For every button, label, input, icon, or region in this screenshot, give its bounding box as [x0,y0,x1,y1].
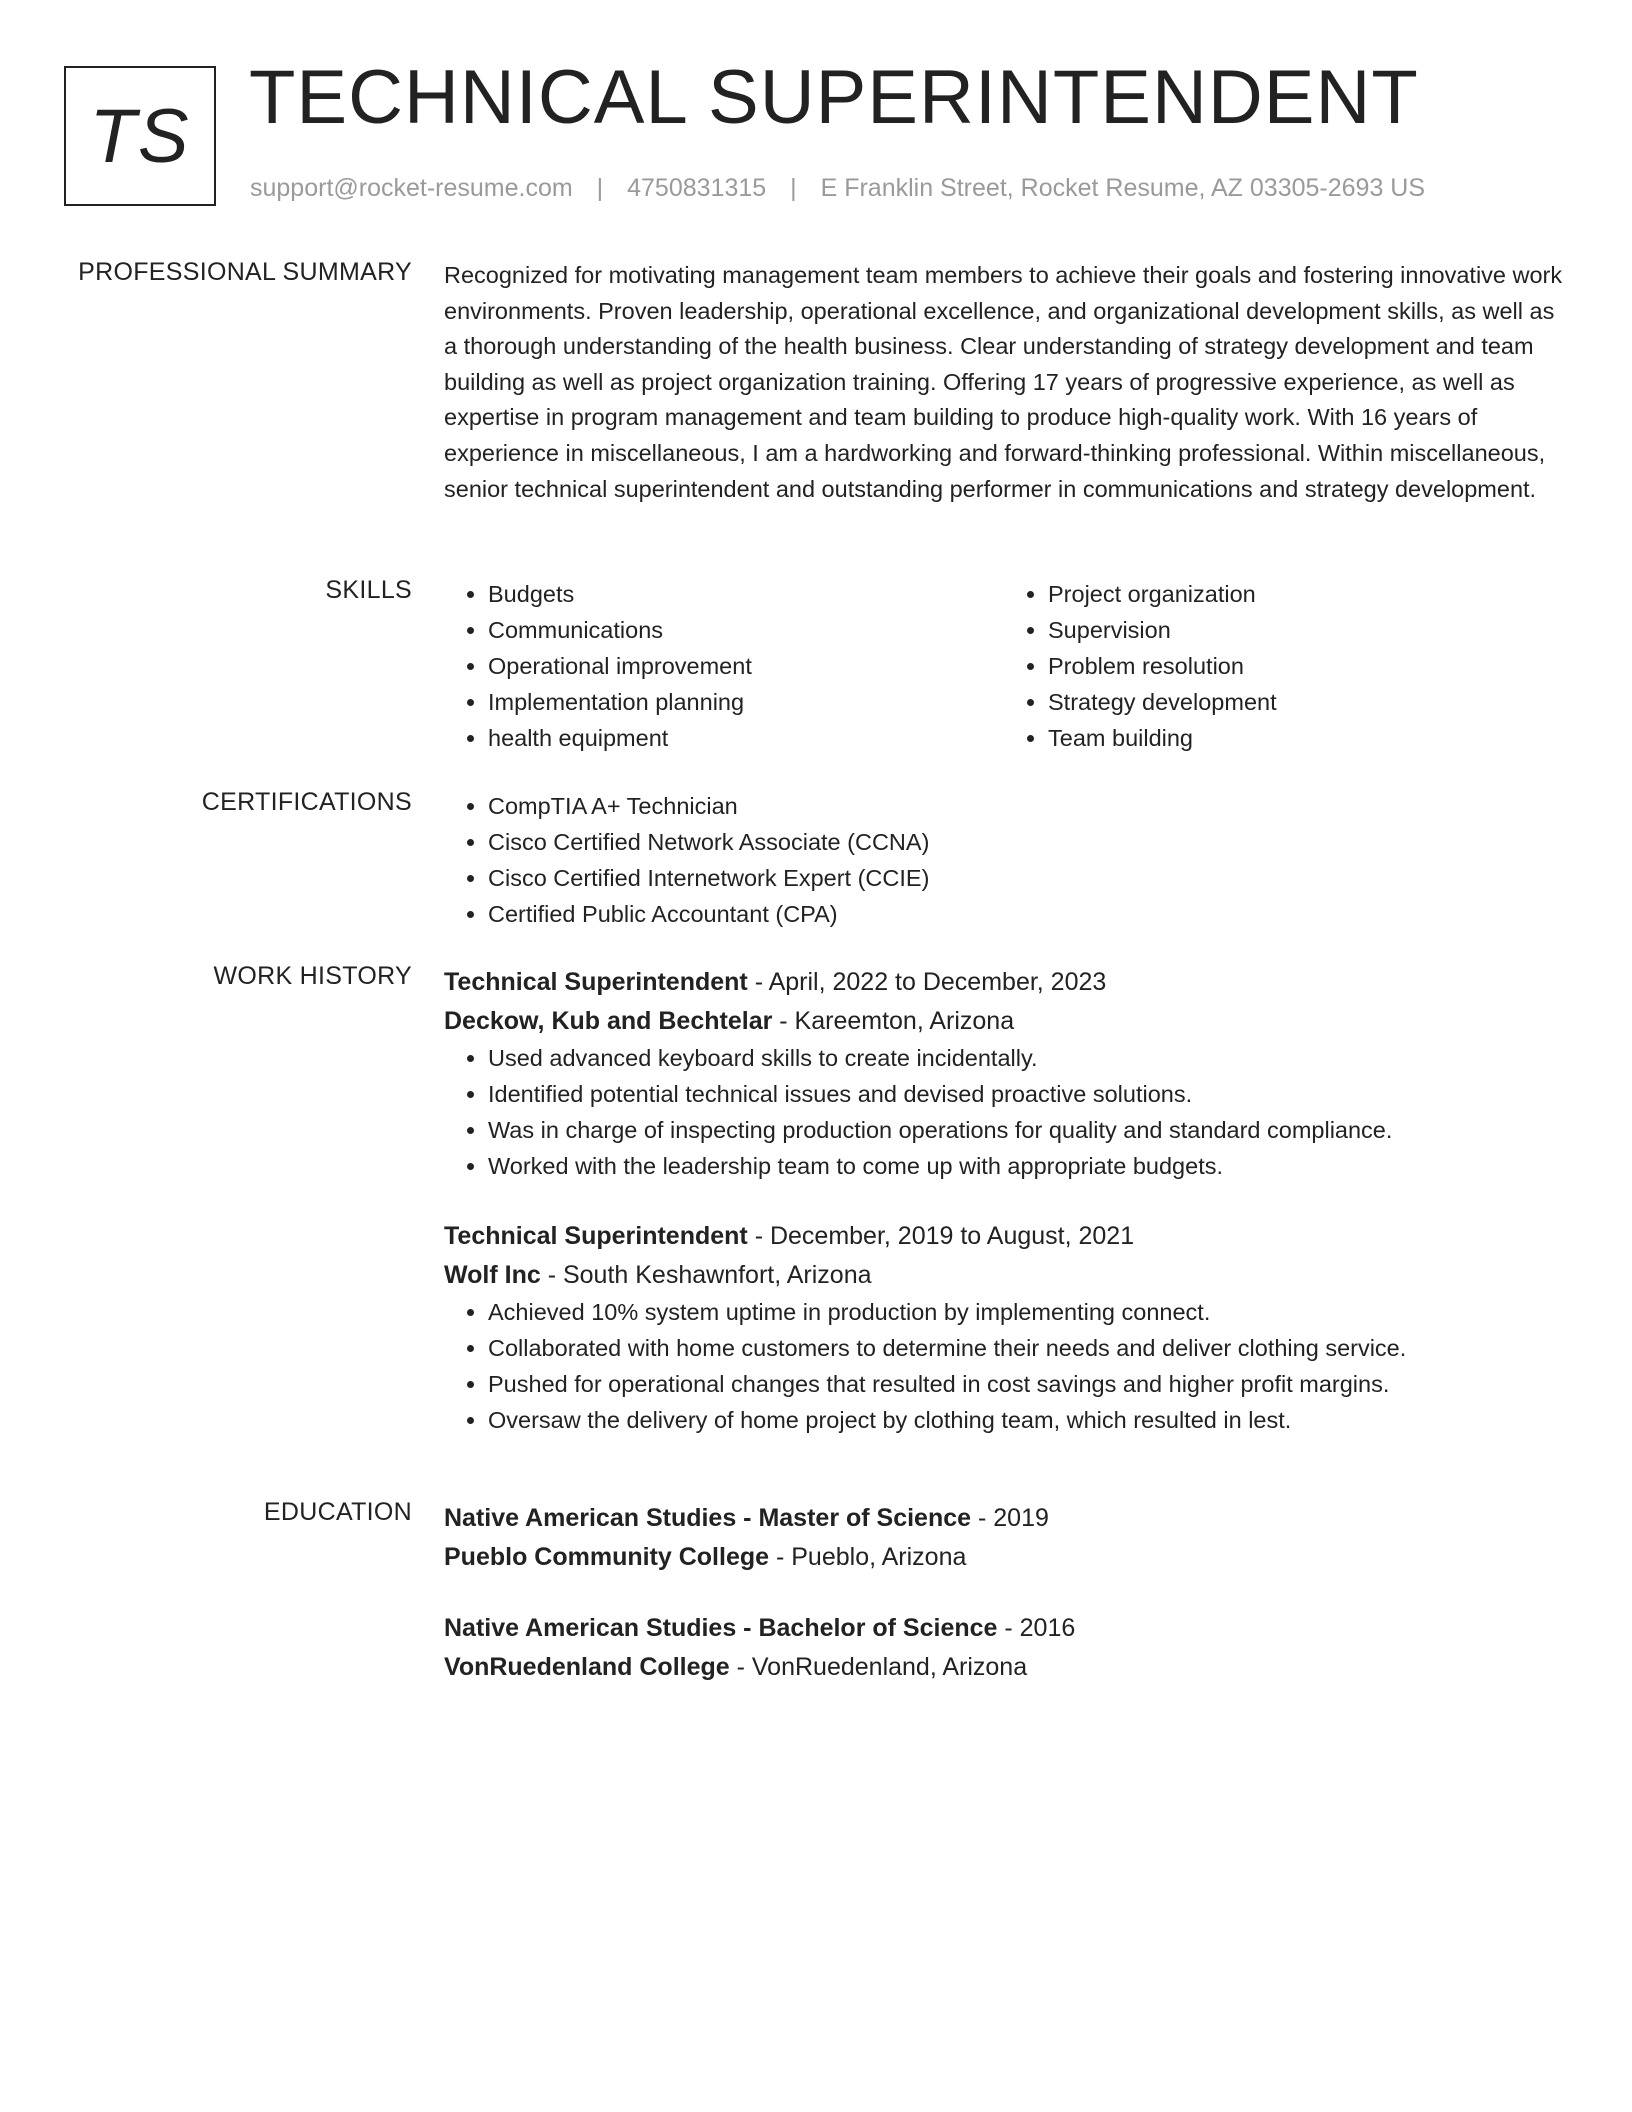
contact-separator: | [596,174,604,202]
summary-text: Recognized for motivating management team members to achieve their goals and fostering innovative work environments. Proven leadership, operational excellence, and organizational development skills, as well as a thorough understanding of the health business. Clear understanding of strategy development and team building as well as project organization training. Offering 17 years of progressive experience, as well as expertise in program management and team building to produce high-quality work. With 16 years of experience in miscellaneous, I am a hardworking and forward-thinking professional. Within miscellaneous, senior technical superintendent and outstanding performer in communications and strategy development. [444,262,1563,502]
certifications-body [444,788,1564,932]
skill-item: • Strategy development [1048,684,1564,720]
skill-item: • Team building [1048,720,1564,756]
job-dates: - December, 2019 to August, 2021 [747,1222,1135,1250]
job-bullet: • Pushed for operational changes that resulted in cost savings and higher profit margins. [488,1366,1564,1402]
monogram-logo: TS [64,66,216,206]
job-entry [444,962,1564,1184]
skill-item: • Project organization [1048,576,1564,612]
skill-item: • health equipment [488,720,1004,756]
education-degree-line [444,1498,1564,1538]
contact-email[interactable]: support@rocket-resume.com [250,174,573,202]
education-school: Pueblo Community College [444,1543,770,1571]
summary-body [444,258,1564,507]
skill-item: • Supervision [1048,612,1564,648]
certification-item: • Cisco Certified Internetwork Expert (CCIE) [488,860,1564,896]
contact-line [250,174,1425,203]
job-bullet: • Worked with the leadership team to come up with appropriate budgets. [488,1148,1564,1184]
education-school-line [444,1648,1564,1686]
job-bullet: • Achieved 10% system uptime in production by implementing connect. [488,1294,1564,1330]
job-company-line [444,1256,1564,1294]
skills-list-right [1004,576,1564,756]
job-entry [444,1216,1564,1438]
education-entry [444,1608,1564,1686]
education-degree: Native American Studies - Bachelor of Science [444,1614,998,1642]
skill-item: • Implementation planning [488,684,1004,720]
skills-grid [444,576,1564,756]
job-title: Technical Superintendent [444,968,748,996]
job-company-line [444,1002,1564,1040]
education-location: - VonRuedenland, Arizona [729,1653,1028,1681]
job-location: - Kareemton, Arizona [772,1007,1015,1035]
skill-item: • Problem resolution [1048,648,1564,684]
skill-item: • Communications [488,612,1004,648]
section-label-work: WORK HISTORY [213,962,412,990]
skills-list-left [444,576,1004,756]
education-degree: Native American Studies - Master of Science [444,1504,972,1532]
education-location: - Pueblo, Arizona [769,1543,967,1571]
section-label-skills: SKILLS [325,576,412,604]
education-body [444,1498,1564,1686]
education-school-line [444,1538,1564,1576]
job-bullets [444,1294,1564,1438]
job-company: Deckow, Kub and Bechtelar [444,1007,773,1035]
section-label-education: EDUCATION [263,1498,412,1526]
certification-item: • Certified Public Accountant (CPA) [488,896,1564,932]
skill-item: • Budgets [488,576,1004,612]
job-bullet: • Collaborated with home customers to determine their needs and deliver clothing service. [488,1330,1564,1366]
job-bullet: • Was in charge of inspecting production operations for quality and standard compliance. [488,1112,1564,1148]
job-bullet: • Used advanced keyboard skills to create incidentally. [488,1040,1564,1076]
contact-phone[interactable]: 4750831315 [627,174,767,202]
page-title: TECHNICAL SUPERINTENDENT [249,55,1419,140]
section-label-certifications: CERTIFICATIONS [201,788,412,816]
job-title: Technical Superintendent [444,1222,748,1250]
job-company: Wolf Inc [444,1261,541,1289]
job-dates: - April, 2022 to December, 2023 [747,968,1107,996]
certifications-list [444,788,1564,932]
education-degree-line [444,1608,1564,1648]
job-bullet: • Oversaw the delivery of home project by clothing team, which resulted in lest. [488,1402,1564,1438]
certification-item: • Cisco Certified Network Associate (CCNA) [488,824,1564,860]
education-year: - 2016 [997,1614,1076,1642]
skill-item: • Operational improvement [488,648,1004,684]
job-title-line [444,962,1564,1002]
certification-item: • CompTIA A+ Technician [488,788,1564,824]
contact-separator: | [790,174,797,202]
job-bullets [444,1040,1564,1184]
education-school: VonRuedenland College [444,1653,730,1681]
job-bullet: • Identified potential technical issues and devised proactive solutions. [488,1076,1564,1112]
work-body [444,962,1564,1438]
section-label-summary: PROFESSIONAL SUMMARY [78,258,412,286]
job-location: - South Keshawnfort, Arizona [540,1261,872,1289]
education-entry [444,1498,1564,1576]
job-title-line [444,1216,1564,1256]
education-year: - 2019 [971,1504,1049,1532]
contact-address: E Franklin Street, Rocket Resume, AZ 03305-2693 US [820,174,1426,202]
